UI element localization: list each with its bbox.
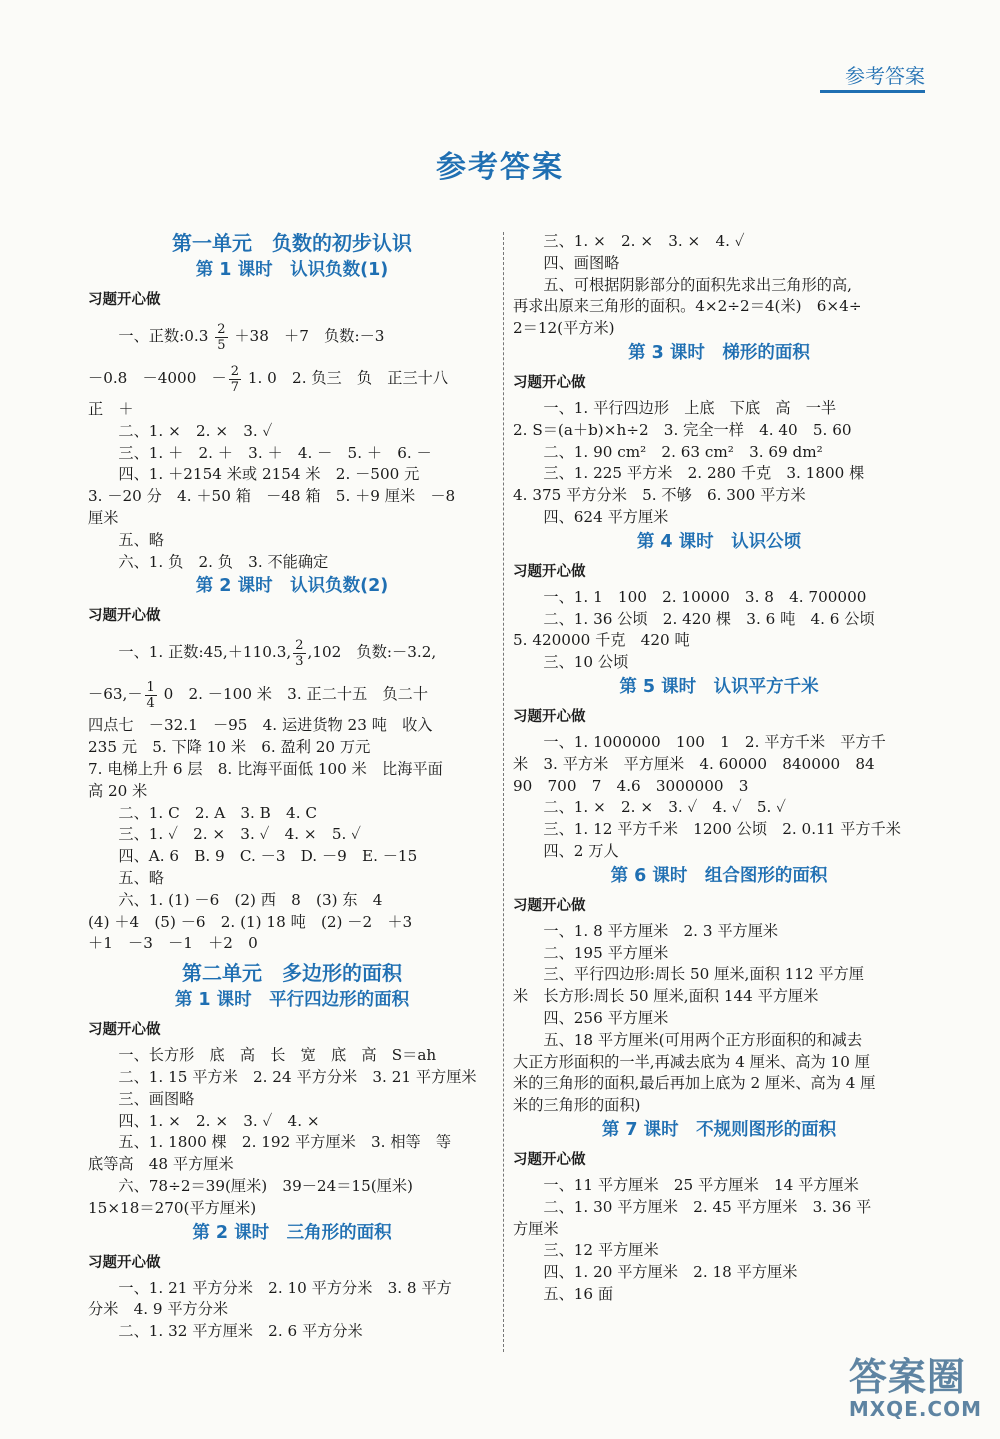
fraction: $\frac{2}{3}$ xyxy=(295,637,304,669)
section-heading: 习题开心做 xyxy=(88,292,161,308)
watermark-title: 答案圈 xyxy=(848,1355,966,1399)
answer-line: 米 长方形:周长 50 厘米,面积 144 平方厘米 xyxy=(513,987,819,1006)
answer-line: 2. S＝(a＋b)×h÷2 3. 完全一样 4. 40 5. 60 xyxy=(513,420,852,439)
section-heading: 习题开心做 xyxy=(513,563,586,580)
answer-line: 一、11 平方厘米 25 平方厘米 14 平方厘米 xyxy=(543,1175,859,1194)
section-heading: 习题开心做 xyxy=(513,708,586,725)
answer-line: 7. 电梯上升 6 层 8. 比海平面低 100 米 比海平面 xyxy=(88,759,443,778)
answer-line: 一、1. 1000000 100 1 2. 平方千米 平方千 xyxy=(543,732,886,751)
answer-line: －63,－ $\frac{1}{4}$ 0 2. －100 米 3. 正二十五 负二十 xyxy=(88,679,429,711)
answer-line: 一、1. 21 平方分米 2. 10 平方分米 3. 8 平方 xyxy=(118,1278,452,1297)
fraction: $\frac{1}{4}$ xyxy=(146,679,155,711)
section-heading: 习题开心做 xyxy=(513,374,586,391)
left-column xyxy=(88,225,496,1343)
fraction: $\frac{2}{7}$ xyxy=(230,363,240,395)
section-heading: 习题开心做 xyxy=(513,1151,586,1168)
answer-line: 分米 4. 9 平方分米 xyxy=(88,1300,229,1319)
answer-line: 三、10 公顷 xyxy=(543,653,629,672)
watermark-logo xyxy=(849,1346,982,1421)
lesson-title: 第 6 课时 组合图形的面积 xyxy=(610,865,828,886)
answer-line: 二、1. × 2. × 3. ✓ xyxy=(118,421,273,440)
answer-line: 正 ＋ xyxy=(88,400,134,418)
answer-line: 三、1. × 2. × 3. × 4. ✓ xyxy=(543,232,745,250)
answer-line: 三、平行四边形:周长 50 厘米,面积 112 平方厘 xyxy=(543,965,864,984)
answer-line: 五、可根据阴影部分的面积先求出三角形的高, xyxy=(543,275,852,294)
fraction: $\frac{2}{5}$ xyxy=(217,321,226,353)
right-column xyxy=(513,225,925,1306)
lesson-title: 第 5 课时 认识平方千米 xyxy=(619,676,819,697)
answer-line: 米的三角形的面积,最后再加上底为 2 厘米、高为 4 厘 xyxy=(513,1074,876,1093)
lesson-title: 第 4 课时 认识公顷 xyxy=(636,531,802,552)
answer-line: 二、1. 30 平方厘米 2. 45 平方厘米 3. 36 平 xyxy=(543,1197,872,1216)
answer-line: ＋1 －3 －1 ＋2 0 xyxy=(88,934,258,953)
answer-line: 五、1. 1800 棵 2. 192 平方厘米 3. 相等 等 xyxy=(118,1133,452,1152)
answer-line: 四、256 平方厘米 xyxy=(543,1008,669,1027)
answer-line: 90 700 7 4.6 3000000 3 xyxy=(513,776,749,795)
answer-line: 大正方形面积的一半,再减去底为 4 厘米、高为 10 厘 xyxy=(513,1052,870,1071)
answer-line: 高 20 米 xyxy=(88,781,148,800)
answer-line: 四点七 －32.1 －95 4. 运进货物 23 吨 收入 xyxy=(88,716,433,735)
answer-line: 二、1. 15 平方米 2. 24 平方分米 3. 21 平方厘米 xyxy=(118,1067,477,1086)
section-heading: 习题开心做 xyxy=(88,1022,161,1039)
answer-line: 2＝12(平方米) xyxy=(513,319,615,338)
answer-line: 米的三角形的面积) xyxy=(513,1096,641,1115)
answer-line: 四、A. 6 B. 9 C. －3 D. －9 E. －15 xyxy=(118,847,418,866)
lesson-title: 第 1 课时 平行四边形的面积 xyxy=(174,990,410,1011)
answer-line: 一、长方形 底 高 长 宽 底 高 S＝ah xyxy=(118,1046,437,1065)
answer-line: 五、略 xyxy=(118,530,164,549)
unit-title: 第二单元 多边形的面积 xyxy=(182,961,402,986)
answer-line: 六、1. 负 2. 负 3. 不能确定 xyxy=(118,552,329,571)
answer-line: 再求出原来三角形的面积。4×2÷2＝4(米) 6×4÷ xyxy=(513,297,862,316)
answer-line: 3. －20 分 4. ＋50 箱 －48 箱 5. ＋9 厘米 －8 xyxy=(88,487,456,506)
answer-line: 二、1. 36 公顷 2. 420 棵 3. 6 吨 4. 6 公顷 xyxy=(543,609,875,628)
answer-line: 一、正数:0.3 $\frac{2}{5}$ ＋38 ＋7 负数:－3 xyxy=(118,321,385,353)
lesson-title: 第 7 课时 不规则图形的面积 xyxy=(601,1119,837,1140)
answer-line: 三、1. 225 平方米 2. 280 千克 3. 1800 棵 xyxy=(543,464,865,483)
answer-line: 四、624 平方厘米 xyxy=(543,507,669,526)
answer-line: 三、1. ＋ 2. ＋ 3. ＋ 4. － 5. ＋ 6. － xyxy=(118,443,432,462)
watermark-url: MXQE.COM xyxy=(848,1397,982,1421)
answer-line: 四、1. 20 平方厘米 2. 18 平方厘米 xyxy=(543,1263,798,1282)
answer-line: 米 3. 平方米 平方厘米 4. 60000 840000 84 xyxy=(513,754,875,773)
answer-line: (4) ＋4 (5) －6 2. (1) 18 吨 (2) －2 ＋3 xyxy=(88,912,413,931)
answer-line: 五、略 xyxy=(118,868,164,887)
section-heading: 习题开心做 xyxy=(88,608,161,625)
answer-line: 四、1. ＋2154 米或 2154 米 2. －500 元 xyxy=(118,465,420,484)
unit-title: 第一单元 负数的初步认识 xyxy=(172,231,412,255)
page-title: 参考答案 xyxy=(436,150,564,185)
answer-line: 六、78÷2＝39(厘米) 39－24＝15(厘米) xyxy=(118,1176,413,1195)
answer-line: 一、1. 1 100 2. 10000 3. 8 4. 700000 xyxy=(543,587,867,606)
column-divider xyxy=(503,232,504,1352)
answer-line: 一、1. 8 平方厘米 2. 3 平方厘米 xyxy=(543,921,779,940)
lesson-title: 第 2 课时 认识负数(2) xyxy=(195,576,389,597)
answer-line: 四、1. × 2. × 3. ✓ 4. × xyxy=(118,1111,320,1130)
answer-line: 五、18 平方厘米(可用两个正方形面积的和减去 xyxy=(543,1030,863,1049)
answer-line: －0.8 －4000 － $\frac{2}{7}$ 1. 0 2. 负三 负 正三十八 xyxy=(88,363,449,395)
answer-line: 五、16 面 xyxy=(543,1284,614,1303)
answer-line: 四、2 万人 xyxy=(543,841,619,860)
answer-line: 底等高 48 平方厘米 xyxy=(88,1155,234,1174)
answer-line: 二、1. C 2. A 3. B 4. C xyxy=(118,803,317,822)
answer-line: 235 元 5. 下降 10 米 6. 盈利 20 万元 xyxy=(88,738,371,757)
answer-line: 三、1. ✓ 2. × 3. ✓ 4. × 5. ✓ xyxy=(118,825,361,844)
lesson-title: 第 3 课时 梯形的面积 xyxy=(628,342,810,363)
answer-line: 厘米 xyxy=(88,508,119,527)
answer-line: 二、195 平方厘米 xyxy=(543,943,669,962)
answer-line: 一、1. 平行四边形 上底 下底 高 一半 xyxy=(543,398,837,417)
answer-line: 三、12 平方厘米 xyxy=(543,1241,659,1260)
answer-line: 二、1. 32 平方厘米 2. 6 平方分米 xyxy=(118,1322,363,1341)
header-tag: 参考答案 xyxy=(845,64,925,88)
section-heading: 习题开心做 xyxy=(513,897,586,914)
answer-line: 二、1. × 2. × 3. ✓ 4. ✓ 5. ✓ xyxy=(543,798,786,817)
answer-line: 一、1. 正数:45,＋110.3, $\frac{2}{3}$ ,102 负数:－3.2, xyxy=(118,637,437,669)
answer-line: 4. 375 平方分米 5. 不够 6. 300 平方米 xyxy=(513,486,806,505)
answer-line: 六、1. (1) －6 (2) 西 8 (3) 东 4 xyxy=(118,890,383,909)
answer-line: 三、1. 12 平方千米 1200 公顷 2. 0.11 平方千米 xyxy=(543,820,901,839)
answer-line: 5. 420000 千克 420 吨 xyxy=(513,631,690,650)
answer-line: 三、画图略 xyxy=(118,1089,195,1108)
answer-line: 四、画图略 xyxy=(543,253,620,272)
answer-line: 方厘米 xyxy=(513,1219,559,1238)
lesson-title: 第 2 课时 三角形的面积 xyxy=(192,1222,392,1243)
header-underline xyxy=(820,90,925,93)
section-heading: 习题开心做 xyxy=(88,1254,161,1271)
lesson-title: 第 1 课时 认识负数(1) xyxy=(195,260,389,280)
answer-line: 15×18＝270(平方厘米) xyxy=(88,1198,257,1217)
answer-line: 二、1. 90 cm² 2. 63 cm² 3. 69 dm² xyxy=(543,442,823,461)
